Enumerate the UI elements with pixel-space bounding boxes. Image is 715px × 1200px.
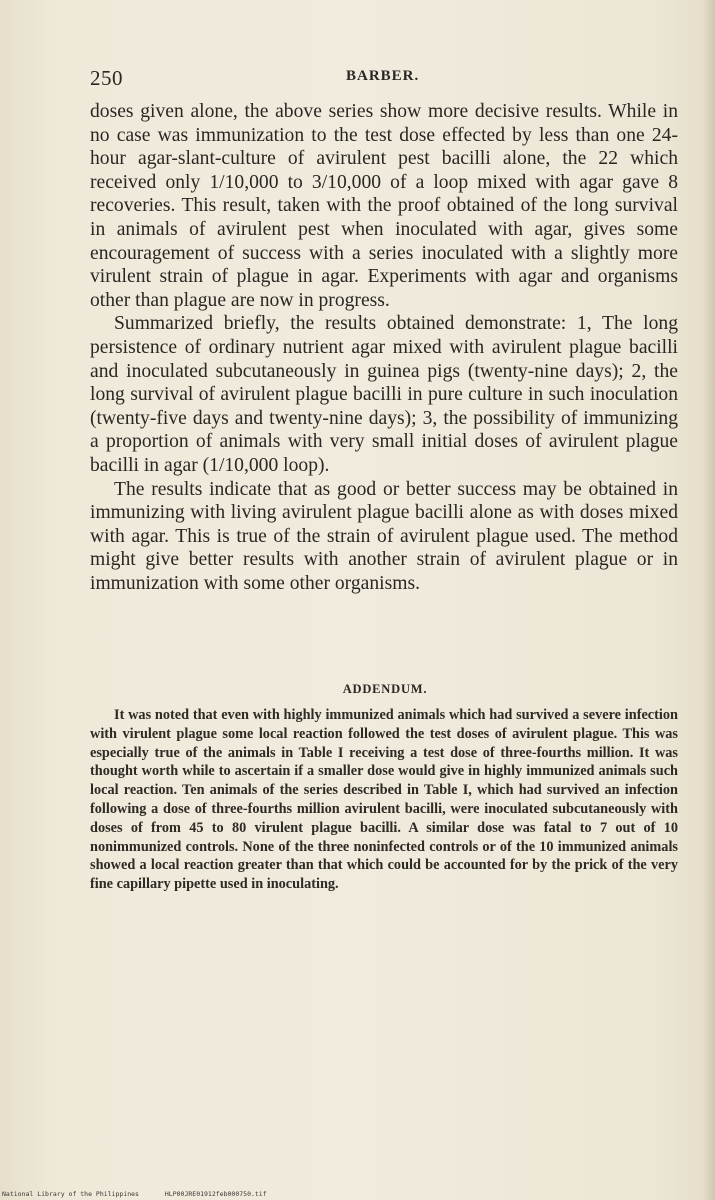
page-number: 250 <box>90 66 123 90</box>
running-head: BARBER. <box>346 68 420 84</box>
file-id: HLP00JRE01912feb000750.tif <box>164 1190 267 1198</box>
main-text <box>90 100 678 595</box>
page-header <box>90 66 680 92</box>
scan-footer <box>2 1190 289 1198</box>
addendum-paragraph: It was noted that even with highly immunized animals which had survived a severe infection with virulent plague some local reaction followed the test doses of avirulent plague. This was especially true of the animals in Table I receiving a test dose of three-fourths million. It was thought worth while to ascertain if a smaller dose would give in highly immunized animals such local reaction. Ten animals of the series described in Table I, which had survived an infection following a dose of three-fourths million avirulent bacilli, were inoculated subcutaneously with doses of from 45 to 80 virulent plague bacilli. A similar dose was fatal to 7 out of 10 nonimmunized controls. None of the three noninfected controls or of the 10 immunized animals showed a local reaction greater than that which could be accounted for by the prick of the very fine capillary pipette used in inoculating. <box>90 707 678 893</box>
page-spine-shadow <box>703 0 715 1200</box>
paragraph-conclusion: The results indicate that as good or better success may be obtained in immunizing with living avirulent plague bacilli alone as with doses mixed with agar. This is true of the strain of avirulent plague used. The method might give better results with another strain of avirulent plague or in immunization with some other organisms. <box>90 478 678 594</box>
library-credit: National Library of the Philippines <box>2 1190 139 1198</box>
paragraph-continuation: doses given alone, the above series show more decisive results. While in no case was immunization to the test dose effected by less than one 24-hour agar-slant-culture of avirulent pest bacilli alone, the 22 which received only 1/10,000 to 3/10,000 of a loop mixed with agar gave 8 recoveries. This result, taken with the proof obtained of the long survival in animals of avirulent pest when inoculated with agar, gives some encouragement of success with a series inoculated with a slightly more virulent strain of plague in agar. Experiments with agar and organisms other than plague are now in progress. <box>90 101 678 311</box>
addendum-title: ADDENDUM. <box>342 682 428 696</box>
addendum-section <box>90 706 678 894</box>
paragraph-summary: Summarized briefly, the results obtained demonstrate: 1, The long persistence of ordinary nutrient agar mixed with avirulent plague bacilli and inoculated subcutaneously in guinea pigs (twenty-nine days); 2, the long survival of avirulent plague bacilli in pure culture in such inoculation (twenty-five days and twenty-nine days); 3, the possibility of immunizing a proportion of animals with very small initial doses of avirulent plague bacilli in agar (1/10,000 loop). <box>90 313 678 476</box>
